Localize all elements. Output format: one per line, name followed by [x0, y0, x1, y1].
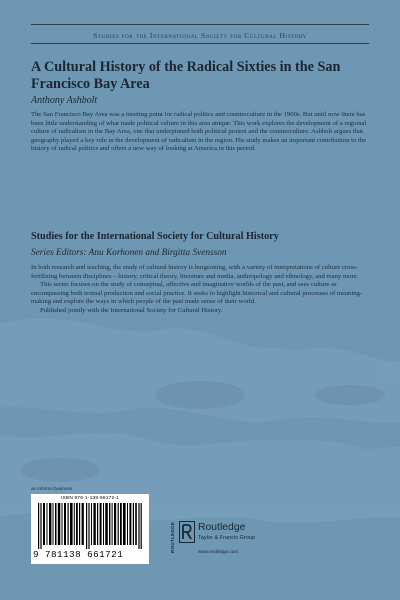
isbn-label: ISBN 978-1-138-66172-1 — [61, 496, 119, 501]
publisher-url: www.routledge.com — [198, 549, 239, 554]
informa-label: an informa business — [31, 486, 73, 491]
series-title: Studies for the International Society for Cultural History — [31, 231, 279, 242]
book-title: A Cultural History of the Radical Sixties in the San Francisco Bay Area — [31, 59, 341, 92]
barcode-bars-icon — [38, 503, 142, 549]
book-description: The San Francisco Bay Area was a meeting point for radical politics and counterculture in the 1960s. But until now there has been little understanding of what made political culture in this area unique. This work explores the development of a regional culture of radicalism in the Bay Area, one that underpinned both political protest and the counterculture. Ashbolt argues that geography played a key role in the development of radicalism in the region. His study makes an important contribution to the history of radical politics and offers a new way of looking at America in this period. — [31, 111, 367, 153]
top-rule — [31, 24, 369, 25]
series-paragraph: This series focuses on the study of conceptual, affective and imaginative worlds of the past, and sees culture as encompassing both textual production and social practice. It seeks to highlight historical and cultural processes of meaning-making and explore the ways in which people of the past made sense of their world. — [31, 281, 363, 306]
routledge-r-logo-icon — [179, 521, 195, 543]
publisher-group: Taylor & Francis Group — [198, 535, 256, 541]
publisher-vertical-label: ROUTLEDGE — [170, 521, 175, 553]
barcode-digits: 9 781138 661721 — [33, 549, 124, 560]
series-description — [31, 264, 369, 316]
header-rule — [31, 43, 369, 44]
series-paragraph: Published jointly with the International Society for Cultural History. — [40, 306, 223, 314]
book-author: Anthony Ashbolt — [31, 95, 98, 106]
series-header: Studies for the International Society for Cultural History — [93, 31, 307, 40]
series-editors: Series Editors: Anu Korhonen and Birgitta Svensson — [31, 248, 227, 258]
barcode — [31, 494, 149, 564]
series-paragraph: In both research and teaching, the study of cultural history is burgeoning, with a variety of interpretations of culture cross-fertilizing between disciplines – history, critical theory, literature and media, anthropology and ethnology, and many more. — [31, 264, 359, 280]
publisher-name: Routledge — [198, 522, 246, 533]
